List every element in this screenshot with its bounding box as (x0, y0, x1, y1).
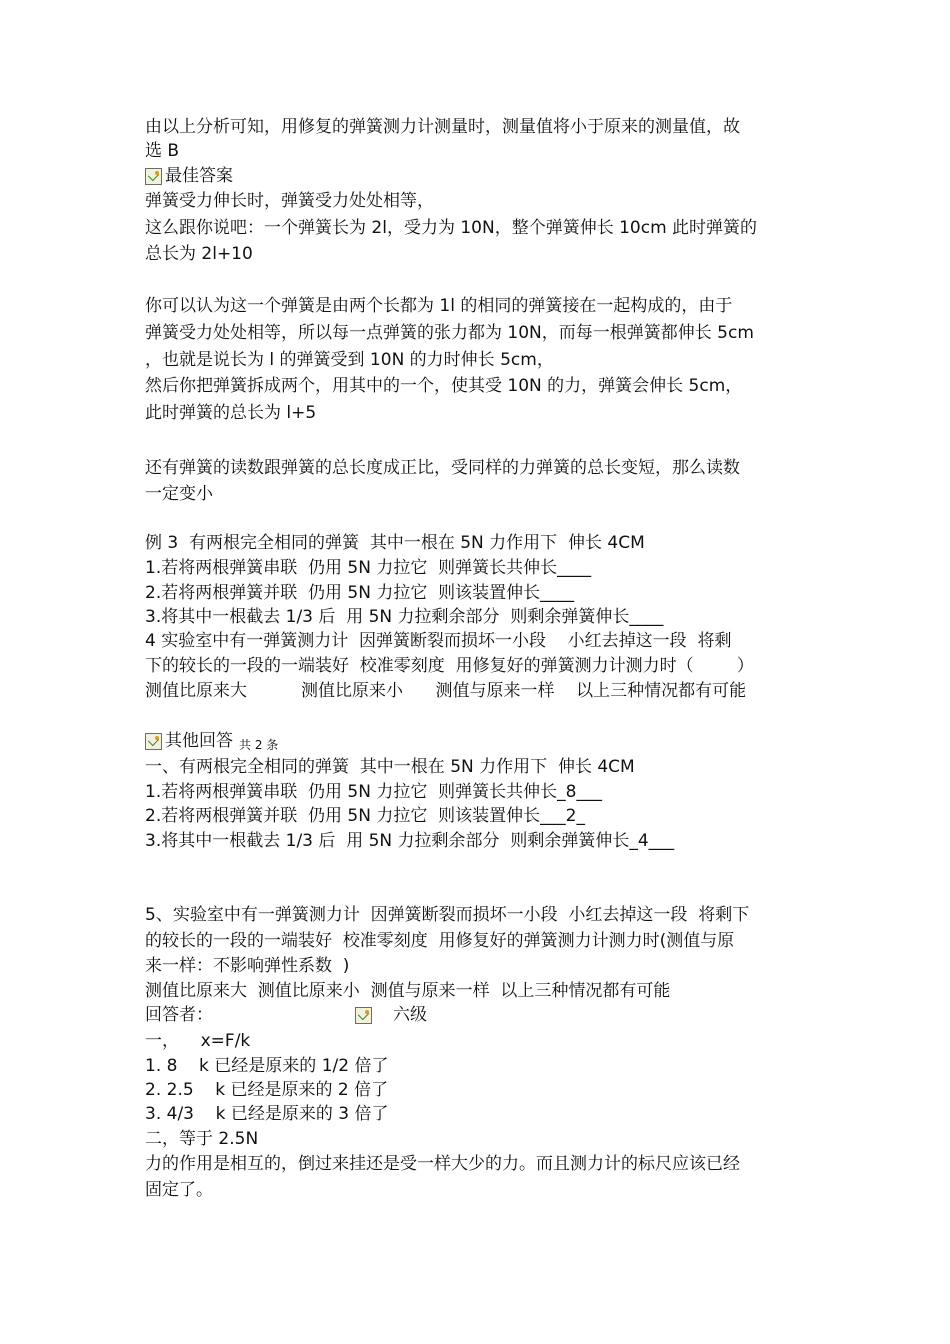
text-line: 弹簧受力处处相等，所以每一点弹簧的张力都为 10N，而每一根弹簧都伸长 5cm (145, 323, 754, 343)
text-line: 此时弹簧的总长为 l+5 (145, 403, 317, 423)
text-line: 一、有两根完全相同的弹簧 其中一根在 5N 力作用下 伸长 4CM (145, 757, 635, 777)
text-line: 2. 2.5 k 已经是原来的 2 倍了 (145, 1080, 389, 1100)
text-line: ，也就是说长为 l 的弹簧受到 10N 的力时伸长 5cm， (145, 350, 554, 370)
answerer-label: 回答者： (145, 1005, 213, 1025)
question-item: 3.将其中一根截去 1/3 后 用 5N 力拉剩余部分 则剩余弹簧伸长____ (145, 607, 664, 627)
best-answer-heading (145, 164, 233, 188)
answer-icon (145, 168, 162, 185)
answerer-level (355, 1003, 427, 1027)
text-line: 选 B (145, 141, 180, 161)
text-line: 1.若将两根弹簧串联 仍用 5N 力拉它 则弹簧长共伸长_8___ (145, 782, 602, 802)
answer-icon (145, 733, 162, 750)
text-line: 然后你把弹簧拆成两个，用其中的一个，使其受 10N 的力，弹簧会伸长 5cm， (145, 376, 743, 396)
text-line: 一定变小 (145, 484, 213, 504)
text-line: 二，等于 2.5N (145, 1129, 259, 1149)
text-line: 3.将其中一根截去 1/3 后 用 5N 力拉剩余部分 则剩余弹簧伸长_4___ (145, 831, 675, 851)
question-options: 测值比原来大 测值比原来小 测值与原来一样 以上三种情况都有可能 (145, 681, 747, 701)
text-line: 总长为 2l+10 (145, 244, 253, 264)
text-line: 5、实验室中有一弹簧测力计 因弹簧断裂而损坏一小段 小红去掉这一段 将剩下 (145, 905, 750, 925)
text-line: 的较长的一段的一端装好 校准零刻度 用修复好的弹簧测力计测力时(测值与原 (145, 931, 735, 951)
best-answer-title: 最佳答案 (165, 166, 233, 186)
text-line: 由以上分析可知，用修复的弹簧测力计测量时，测量值将小于原来的测量值，故 (145, 117, 740, 137)
text-line: 一， x=F/k (145, 1031, 251, 1051)
question-item: 下的较长的一段的一端装好 校准零刻度 用修复好的弹簧测力计测力时（ ） (145, 656, 754, 676)
question-item: 4 实验室中有一弹簧测力计 因弹簧断裂而损坏一小段 小红去掉这一段 将剩 (145, 631, 732, 651)
answer-icon (355, 1007, 372, 1024)
text-line: 1. 8 k 已经是原来的 1/2 倍了 (145, 1056, 389, 1076)
answer-count: 共 2 条 (239, 738, 279, 752)
other-answers-title: 其他回答 (165, 731, 233, 751)
text-line: 还有弹簧的读数跟弹簧的总长度成正比，受同样的力弹簧的总长变短，那么读数 (145, 458, 740, 478)
level-text: 六级 (393, 1005, 427, 1025)
text-line: 你可以认为这一个弹簧是由两个长都为 1l 的相同的弹簧接在一起构成的，由于 (145, 296, 733, 316)
text-line: 弹簧受力伸长时，弹簧受力处处相等， (145, 191, 434, 211)
text-line: 3. 4/3 k 已经是原来的 3 倍了 (145, 1104, 389, 1124)
text-line: 测值比原来大 测值比原来小 测值与原来一样 以上三种情况都有可能 (145, 981, 671, 1001)
question-item: 2.若将两根弹簧并联 仍用 5N 力拉它 则该装置伸长____ (145, 583, 575, 603)
example-title: 例 3 有两根完全相同的弹簧 其中一根在 5N 力作用下 伸长 4CM (145, 533, 645, 553)
text-line: 力的作用是相互的，倒过来挂还是受一样大少的力。而且测力计的标尺应该已经 (145, 1154, 740, 1174)
other-answers-heading (145, 729, 278, 753)
question-item: 1.若将两根弹簧串联 仍用 5N 力拉它 则弹簧长共伸长____ (145, 558, 592, 578)
text-line: 这么跟你说吧：一个弹簧长为 2l，受力为 10N，整个弹簧伸长 10cm 此时弹簧的 (145, 218, 758, 238)
text-line: 2.若将两根弹簧并联 仍用 5N 力拉它 则该装置伸长___2_ (145, 806, 585, 826)
text-line: 固定了。 (145, 1180, 213, 1200)
text-line: 来一样：不影响弹性系数 ) (145, 956, 350, 976)
